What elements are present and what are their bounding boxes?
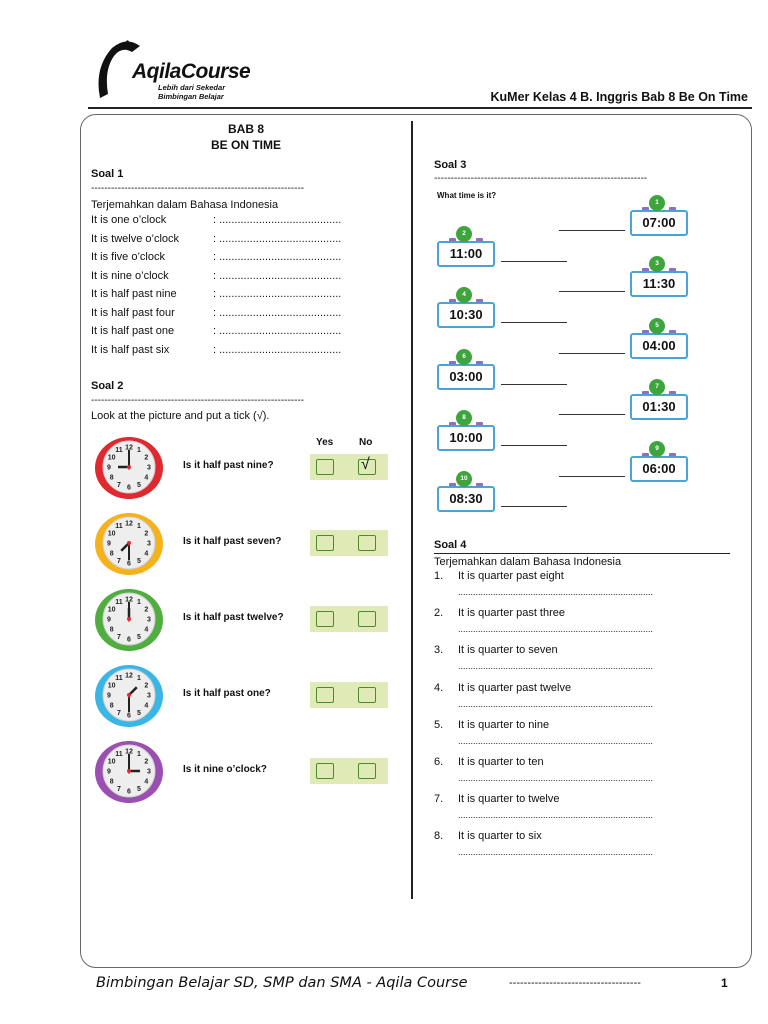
soal1-row bbox=[91, 214, 341, 226]
clock-numeral: 8 bbox=[109, 474, 114, 482]
soal1-phrase: It is half past nine bbox=[91, 288, 177, 300]
soal1-row bbox=[91, 344, 341, 356]
yes-checkbox[interactable] bbox=[316, 763, 334, 779]
soal1-answer-blank[interactable]: : ........................................ bbox=[213, 288, 342, 300]
digital-clock-icon bbox=[630, 260, 688, 297]
soal1-title: Soal 1 bbox=[91, 168, 124, 180]
clock-number-badge: 3 bbox=[649, 256, 665, 272]
clock-numeral: 6 bbox=[127, 788, 131, 796]
soal4-answer-blank[interactable]: .............................................................................. bbox=[458, 698, 654, 709]
clock-numeral: 10 bbox=[107, 606, 116, 614]
no-checkbox[interactable] bbox=[358, 763, 376, 779]
column-divider bbox=[411, 121, 413, 899]
soal1-answer-blank[interactable]: : ........................................ bbox=[213, 325, 342, 337]
digital-clock-icon bbox=[630, 444, 688, 482]
clock-numeral: 2 bbox=[144, 530, 149, 538]
clock-numeral: 10 bbox=[107, 454, 116, 462]
yes-checkbox[interactable] bbox=[316, 459, 334, 475]
digital-clock-time: 01:30 bbox=[630, 394, 688, 420]
footer-dashes: ------------------------------------ bbox=[509, 977, 641, 989]
clock-numeral: 12 bbox=[125, 596, 133, 604]
clock-number-badge: 1 bbox=[649, 195, 665, 211]
soal1-row bbox=[91, 288, 341, 300]
digital-clock-time: 10:30 bbox=[437, 302, 495, 328]
digital-clock-time: 11:30 bbox=[630, 271, 688, 297]
soal1-phrase: It is twelve o’clock bbox=[91, 232, 180, 245]
soal4-title: Soal 4 bbox=[434, 539, 467, 551]
clock-numeral: 7 bbox=[117, 633, 121, 641]
clock-numeral: 7 bbox=[117, 481, 121, 489]
soal4-number: 6. bbox=[434, 756, 444, 768]
analog-clock-icon bbox=[94, 738, 164, 804]
yes-checkbox[interactable] bbox=[316, 535, 334, 551]
clock-numeral: 12 bbox=[125, 520, 133, 528]
soal2-instruction: Look at the picture and put a tick (√). bbox=[91, 410, 270, 422]
no-checkbox[interactable] bbox=[358, 687, 376, 703]
soal1-row bbox=[91, 325, 341, 337]
soal1-phrase: It is five o’clock bbox=[91, 251, 165, 263]
clock-numeral: 1 bbox=[137, 447, 141, 455]
soal1-phrase: It is nine o’clock bbox=[91, 269, 169, 282]
soal2-rule: ---------------------------------------------------------------- bbox=[91, 395, 305, 406]
soal3-answer-line[interactable] bbox=[501, 506, 567, 507]
chapter-number: BAB 8 bbox=[227, 122, 264, 136]
soal4-number: 7. bbox=[434, 793, 444, 806]
footer-text: Bimbingan Belajar SD, SMP dan SMA - Aqila Course bbox=[96, 975, 468, 991]
digital-clock-time: 07:00 bbox=[630, 210, 688, 236]
soal1-answer-blank[interactable]: : ........................................ bbox=[213, 251, 342, 263]
soal4-phrase: It is quarter to nine bbox=[458, 718, 550, 731]
soal1-phrase: It is half past four bbox=[91, 306, 175, 319]
soal1-row bbox=[91, 307, 341, 319]
clock-number-badge: 10 bbox=[456, 471, 472, 487]
clock-numeral: 3 bbox=[147, 616, 151, 624]
clock-center bbox=[127, 465, 131, 469]
logo-tagline-1: Lebih dari Sekedar bbox=[158, 83, 226, 92]
soal1-phrase: It is half past six bbox=[91, 343, 170, 356]
clock-numeral: 11 bbox=[115, 599, 123, 607]
clock-numeral: 10 bbox=[107, 682, 116, 690]
clock-numeral: 1 bbox=[137, 751, 141, 759]
clock-numeral: 5 bbox=[137, 633, 141, 641]
soal4-instruction: Terjemahkan dalam Bahasa Indonesia bbox=[434, 556, 622, 568]
clock-numeral: 11 bbox=[115, 675, 123, 683]
clock-numeral: 1 bbox=[137, 599, 141, 607]
clock-center bbox=[127, 541, 131, 545]
clock-numeral: 4 bbox=[144, 474, 149, 482]
header-title: KuMer Kelas 4 B. Inggris Bab 8 Be On Time bbox=[490, 90, 748, 104]
soal4-phrase: It is quarter to ten bbox=[458, 756, 544, 768]
soal1-row bbox=[91, 251, 341, 263]
soal1-instruction: Terjemahkan dalam Bahasa Indonesia bbox=[91, 199, 279, 211]
soal2-question: Is it half past one? bbox=[183, 688, 271, 699]
clock-number-badge: 9 bbox=[649, 441, 665, 457]
soal4-number: 3. bbox=[434, 644, 444, 657]
digital-clock-icon bbox=[437, 229, 495, 267]
clock-numeral: 9 bbox=[107, 540, 111, 548]
soal3-answer-line[interactable] bbox=[559, 414, 625, 415]
clock-numeral: 5 bbox=[137, 557, 141, 565]
clock-numeral: 8 bbox=[109, 550, 114, 558]
soal4-phrase: It is quarter past twelve bbox=[458, 681, 572, 694]
analog-clock-icon bbox=[94, 586, 164, 652]
digital-clock-icon bbox=[437, 475, 495, 512]
clock-numeral: 2 bbox=[144, 682, 149, 690]
clock-numeral: 7 bbox=[117, 785, 121, 793]
digital-clock-icon bbox=[437, 291, 495, 328]
clock-number-badge: 7 bbox=[649, 379, 665, 395]
analog-clock-icon bbox=[94, 510, 164, 576]
clock-numeral: 2 bbox=[144, 606, 149, 614]
clock-numeral: 8 bbox=[109, 702, 114, 710]
soal2-title: Soal 2 bbox=[91, 380, 124, 392]
digital-clock-icon bbox=[437, 352, 495, 390]
clock-numeral: 4 bbox=[144, 626, 149, 634]
analog-clock-icon bbox=[94, 434, 164, 500]
clock-numeral: 3 bbox=[147, 692, 151, 700]
soal3-answer-line[interactable] bbox=[559, 291, 625, 292]
soal4-answer-blank[interactable]: .............................................................................. bbox=[458, 624, 654, 635]
clock-numeral: 9 bbox=[107, 616, 111, 624]
soal3-title: Soal 3 bbox=[434, 159, 467, 171]
clock-numeral: 8 bbox=[109, 626, 114, 634]
clock-numeral: 10 bbox=[107, 530, 116, 538]
no-checkbox[interactable] bbox=[358, 535, 376, 551]
clock-numeral: 6 bbox=[127, 484, 131, 492]
soal1-row bbox=[91, 270, 341, 282]
soal1-answer-blank[interactable]: : ........................................ bbox=[213, 232, 342, 245]
soal4-answer-blank[interactable]: .............................................................................. bbox=[458, 847, 654, 858]
clock-center bbox=[127, 617, 131, 621]
soal4-answer-blank[interactable]: .............................................................................. bbox=[458, 810, 654, 821]
digital-clock-time: 08:30 bbox=[437, 486, 495, 512]
soal3-answer-line[interactable] bbox=[501, 384, 567, 385]
clock-numeral: 7 bbox=[117, 557, 121, 565]
soal2-question: Is it nine o’clock? bbox=[183, 764, 267, 775]
soal4-answer-blank[interactable]: .............................................................................. bbox=[458, 773, 654, 783]
digital-clock-icon bbox=[630, 383, 688, 420]
digital-clock-time: 10:00 bbox=[437, 425, 495, 451]
no-header: No bbox=[359, 437, 373, 448]
digital-clock-icon bbox=[630, 199, 688, 236]
soal1-row bbox=[91, 233, 341, 245]
tick-mark-icon: √ bbox=[361, 456, 370, 473]
clock-numeral: 9 bbox=[107, 768, 111, 776]
digital-clock-time: 04:00 bbox=[630, 333, 688, 359]
logo-brand: AqilaCourse bbox=[132, 60, 251, 83]
clock-numeral: 6 bbox=[127, 560, 131, 568]
soal4-phrase: It is quarter past eight bbox=[458, 570, 564, 582]
no-checkbox[interactable] bbox=[358, 611, 376, 627]
clock-numeral: 3 bbox=[147, 464, 151, 472]
clock-numeral: 5 bbox=[137, 709, 141, 717]
clock-number-badge: 5 bbox=[649, 318, 665, 334]
yes-checkbox[interactable] bbox=[316, 611, 334, 627]
soal4-rule bbox=[434, 553, 730, 554]
soal4-number: 5. bbox=[434, 718, 444, 731]
clock-numeral: 3 bbox=[147, 540, 151, 548]
clock-numeral: 12 bbox=[125, 444, 133, 452]
clock-numeral: 5 bbox=[137, 785, 141, 793]
clock-numeral: 12 bbox=[125, 748, 133, 756]
soal4-answer-blank[interactable]: .............................................................................. bbox=[458, 661, 654, 672]
soal3-answer-line[interactable] bbox=[559, 230, 625, 231]
clock-numeral: 4 bbox=[144, 702, 149, 710]
clock-numeral: 7 bbox=[117, 709, 121, 717]
soal4-phrase: It is quarter past three bbox=[458, 607, 565, 620]
clock-numeral: 4 bbox=[144, 550, 149, 558]
soal3-answer-line[interactable] bbox=[559, 353, 625, 354]
soal3-rule: ---------------------------------------------------------------- bbox=[434, 173, 648, 184]
soal4-number: 2. bbox=[434, 607, 444, 620]
clock-numeral: 3 bbox=[147, 768, 151, 776]
clock-numeral: 2 bbox=[144, 758, 149, 766]
no-checkbox[interactable] bbox=[358, 456, 376, 475]
digital-clock-icon bbox=[630, 321, 688, 359]
soal1-answer-blank[interactable]: : ........................................ bbox=[213, 214, 342, 226]
clock-numeral: 11 bbox=[115, 751, 123, 759]
soal2-question: Is it half past nine? bbox=[183, 460, 274, 471]
clock-numeral: 6 bbox=[127, 636, 131, 644]
soal3-answer-line[interactable] bbox=[559, 476, 625, 477]
clock-number-badge: 6 bbox=[456, 349, 472, 365]
soal1-answer-blank[interactable]: : ........................................ bbox=[213, 343, 342, 356]
digital-clock-time: 03:00 bbox=[437, 364, 495, 390]
soal4-number: 4. bbox=[434, 681, 444, 694]
soal1-phrase: It is half past one bbox=[91, 325, 175, 337]
clock-numeral: 9 bbox=[107, 692, 111, 700]
digital-clock-icon bbox=[437, 413, 495, 451]
soal4-answer-blank[interactable]: .............................................................................. bbox=[458, 587, 654, 597]
yes-header: Yes bbox=[316, 437, 334, 448]
soal1-phrase: It is one o’clock bbox=[91, 214, 167, 226]
clock-numeral: 9 bbox=[107, 464, 111, 472]
soal1-rule: ---------------------------------------------------------------- bbox=[91, 183, 305, 194]
logo bbox=[92, 38, 251, 106]
soal3-answer-line[interactable] bbox=[501, 322, 567, 323]
header-rule bbox=[88, 107, 752, 109]
clock-numeral: 4 bbox=[144, 778, 149, 786]
clock-numeral: 5 bbox=[137, 481, 141, 489]
soal3-answer-line[interactable] bbox=[501, 261, 567, 262]
digital-clock-time: 06:00 bbox=[630, 456, 688, 482]
clock-numeral: 2 bbox=[144, 454, 149, 462]
clock-number-badge: 2 bbox=[456, 226, 472, 242]
soal4-number: 1. bbox=[434, 570, 444, 582]
soal3-instruction: What time is it? bbox=[437, 191, 497, 200]
analog-clock-icon bbox=[94, 662, 164, 728]
yes-checkbox[interactable] bbox=[316, 687, 334, 703]
soal1-answer-blank[interactable]: : ........................................ bbox=[213, 269, 342, 282]
soal1-answer-blank[interactable]: : ........................................ bbox=[213, 306, 342, 319]
soal4-number: 8. bbox=[434, 830, 444, 843]
chapter-title: BE ON TIME bbox=[210, 138, 281, 152]
soal2-question: Is it half past twelve? bbox=[183, 612, 284, 623]
soal2-question: Is it half past seven? bbox=[183, 536, 282, 547]
clock-numeral: 12 bbox=[125, 672, 133, 680]
page-number: 1 bbox=[721, 976, 728, 990]
clock-numeral: 11 bbox=[115, 523, 123, 531]
clock-center bbox=[127, 769, 131, 773]
clock-numeral: 1 bbox=[137, 523, 141, 531]
clock-center bbox=[127, 693, 131, 697]
clock-number-badge: 4 bbox=[456, 287, 472, 303]
soal4-phrase: It is quarter to seven bbox=[458, 644, 558, 657]
clock-numeral: 6 bbox=[127, 712, 131, 720]
clock-number-badge: 8 bbox=[456, 410, 472, 426]
clock-numeral: 8 bbox=[109, 778, 114, 786]
soal4-answer-blank[interactable]: .............................................................................. bbox=[458, 735, 654, 746]
clock-numeral: 11 bbox=[115, 447, 123, 455]
clock-numeral: 1 bbox=[137, 675, 141, 683]
digital-clock-time: 11:00 bbox=[437, 241, 495, 267]
logo-tagline-2: Bimbingan Belajar bbox=[158, 92, 224, 101]
clock-numeral: 10 bbox=[107, 758, 116, 766]
soal4-phrase: It is quarter to twelve bbox=[458, 793, 560, 806]
soal3-answer-line[interactable] bbox=[501, 445, 567, 446]
soal4-phrase: It is quarter to six bbox=[458, 830, 542, 843]
